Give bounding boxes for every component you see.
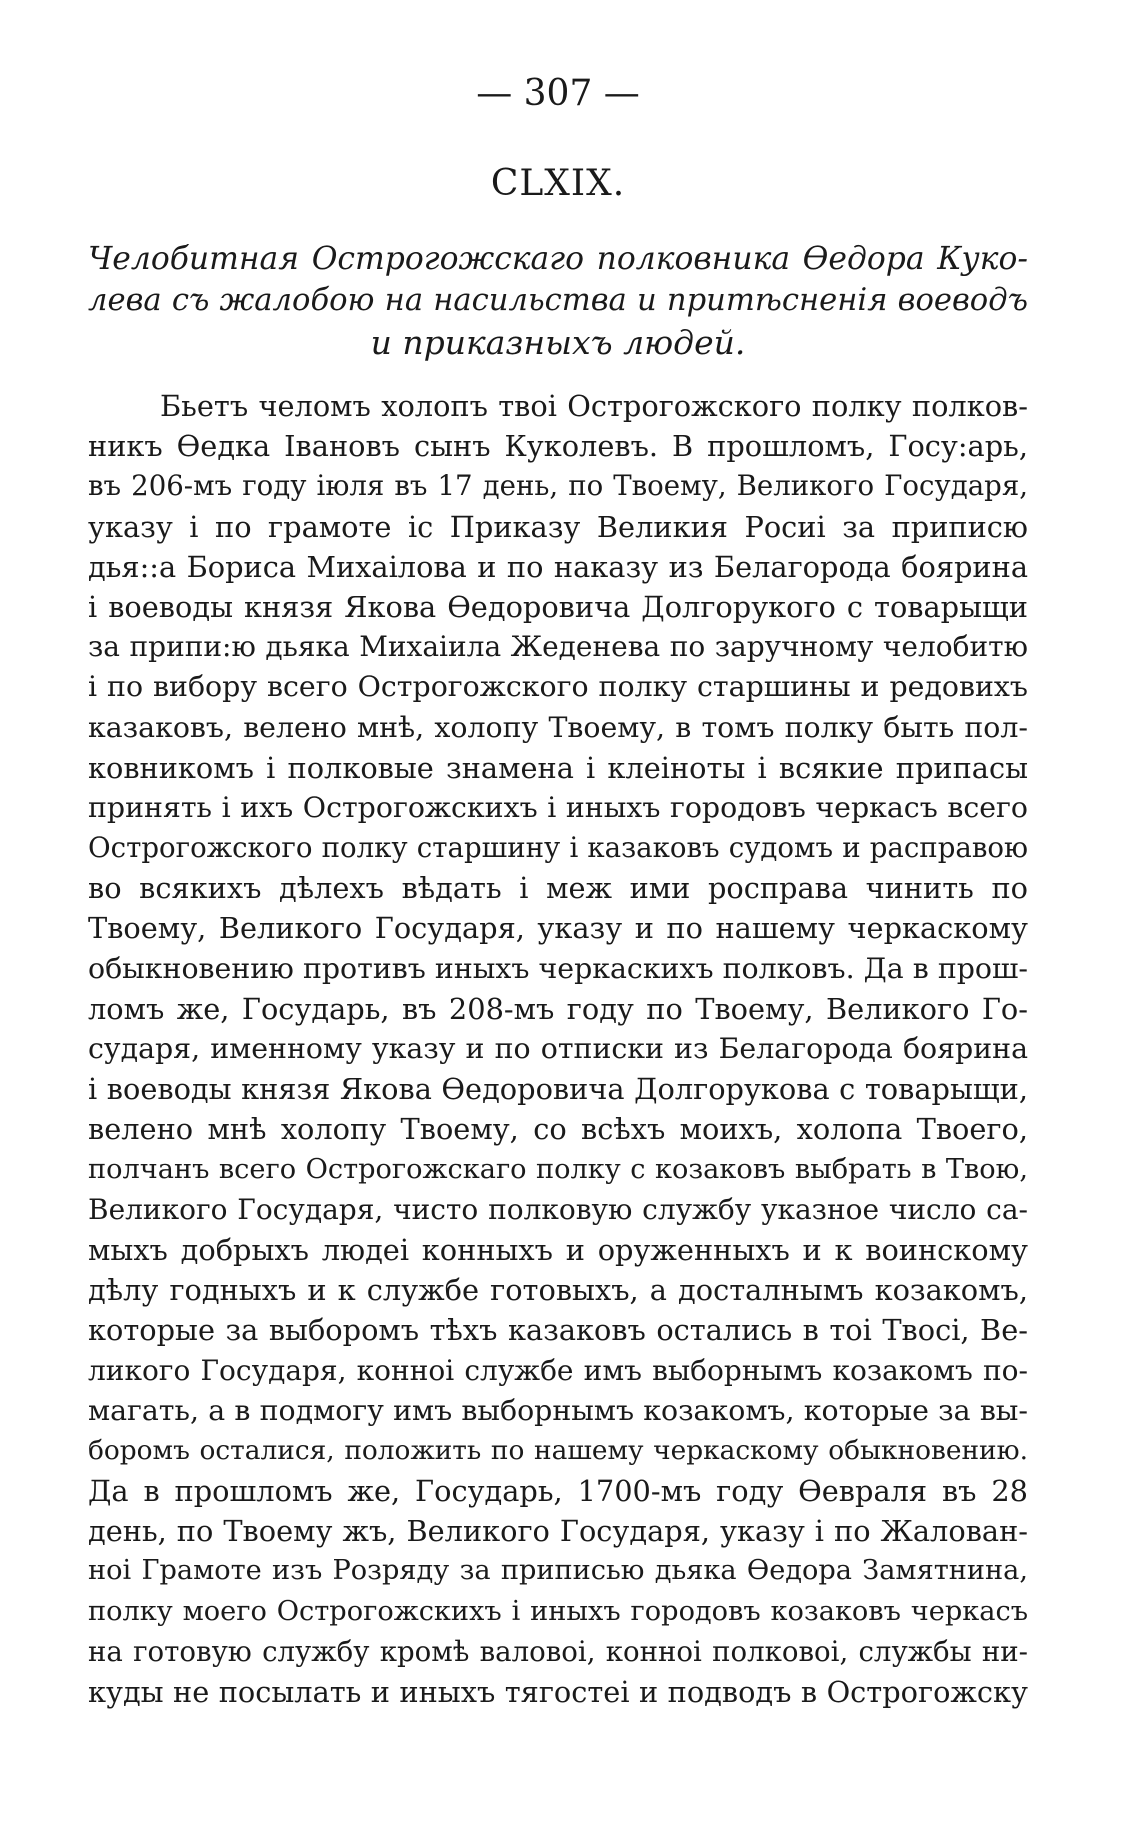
text-line: во всякихъ дѣлехъ вѣдать і меж ими росправа чинить по [88, 871, 1028, 906]
title-line: Челобитная Острогожскаго полковника Өедора Куко- [88, 241, 1028, 277]
text-line: Острогожского полку старшину і казаковъ судомъ и расправою [88, 831, 1028, 865]
book-page [88, 70, 1028, 1712]
text-line: въ 206-мъ году іюля въ 17 день, по Твоему, Великого Государя, [88, 469, 1028, 503]
page-number: — 307 — [476, 73, 640, 114]
text-line: ликого Государя, конноі службе имъ выборнымъ козакомъ по- [88, 1353, 1028, 1387]
text-line: магать, а в подмогу имъ выборнымъ козакомъ, которые за вы- [88, 1393, 1028, 1427]
text-line: дѣлу годныхъ и к службе готовыхъ, а досталнымъ козакомъ, [88, 1273, 1028, 1308]
text-line: куды не посылать и иныхъ тягостеі и подводъ в Острогожску [88, 1675, 1028, 1709]
text-line: принять і ихъ Острогожскихъ і иныхъ городовъ черкасъ всего [88, 790, 1028, 824]
text-line: обыкновению противъ иныхъ черкаскихъ полковъ. Да в прош- [88, 951, 1028, 985]
text-line: указу і по грамоте іс Приказу Великия Росиі за приписю [88, 509, 1028, 544]
title-line: лева съ жалобою на насильства и притѣсненія воеводъ [88, 283, 1028, 318]
text-line: день, по Твоему жъ, Великого Государя, указу і по Жалован- [88, 1514, 1028, 1549]
text-line: которые за выборомъ тѣхъ казаковъ остались в тоі Твосі, Ве- [88, 1313, 1028, 1348]
text-line: сударя, именному указу и по отписки из Белагорода боярина [88, 1032, 1028, 1065]
text-line: полку моего Острогожскихъ і иныхъ городовъ козаковъ черкасъ [88, 1595, 1028, 1627]
text-line: ковникомъ і полковые знамена і клеіноты і всякие припасы [88, 750, 1028, 785]
text-line: ноі Грамоте изъ Розряду за приписью дьяка Өедора Замятнина, [88, 1555, 1028, 1587]
text-line: дья::а Бориса Михаілова и по наказу из Белагорода боярина [88, 549, 1028, 584]
title-line: и приказныхъ людей. [370, 323, 746, 362]
document-title [88, 238, 1028, 364]
text-line: Твоему, Великого Государя, указу и по нашему черкаскому [88, 911, 1028, 946]
text-line: за припи:ю дьяка Михаіила Жеденева по заручному челобитю [88, 630, 1028, 664]
document-number: CLXIX. [490, 163, 626, 204]
text-line: велено мнѣ холопу Твоему, со всѣхъ моихъ, холопа Твоего, [88, 1112, 1028, 1147]
text-line: і воеводы князя Якова Өедоровича Долгорукого с товарыщи [88, 589, 1028, 624]
text-line: мыхъ добрыхъ людеі конныхъ и оруженныхъ и к воинскому [88, 1232, 1028, 1267]
body-text [88, 386, 1028, 1712]
text-line: Бьетъ челомъ холопъ твоі Острогожского полку полков- [160, 389, 1028, 423]
text-line: на готовую службу кромѣ валовоі, конноі полковоі, службы ни- [88, 1634, 1028, 1668]
text-line: полчанъ всего Острогожскаго полку с козаковъ выбрать в Твою, [88, 1153, 1028, 1185]
text-line: Великого Государя, чисто полковую службу указное число са- [88, 1192, 1028, 1226]
text-line: казаковъ, велено мнѣ, холопу Твоему, в томъ полку быть пол- [88, 710, 1028, 744]
text-line: Да в прошломъ же, Государь, 1700-мъ году Өевраля въ 28 [88, 1474, 1028, 1509]
text-line: і по вибору всего Острогожского полку старшины и редовихъ [88, 670, 1028, 704]
text-line: ломъ же, Государь, въ 208-мъ году по Твоему, Великого Го- [88, 991, 1028, 1026]
text-line: і воеводы князя Якова Өедоровича Долгорукова с товарыщи, [88, 1072, 1028, 1107]
text-line: боромъ осталися, положить по нашему черкаскому обыкновению. [88, 1434, 1028, 1466]
text-line: никъ Өедка Івановъ сынъ Куколевъ. В прошломъ, Госу:арь, [88, 429, 1028, 464]
